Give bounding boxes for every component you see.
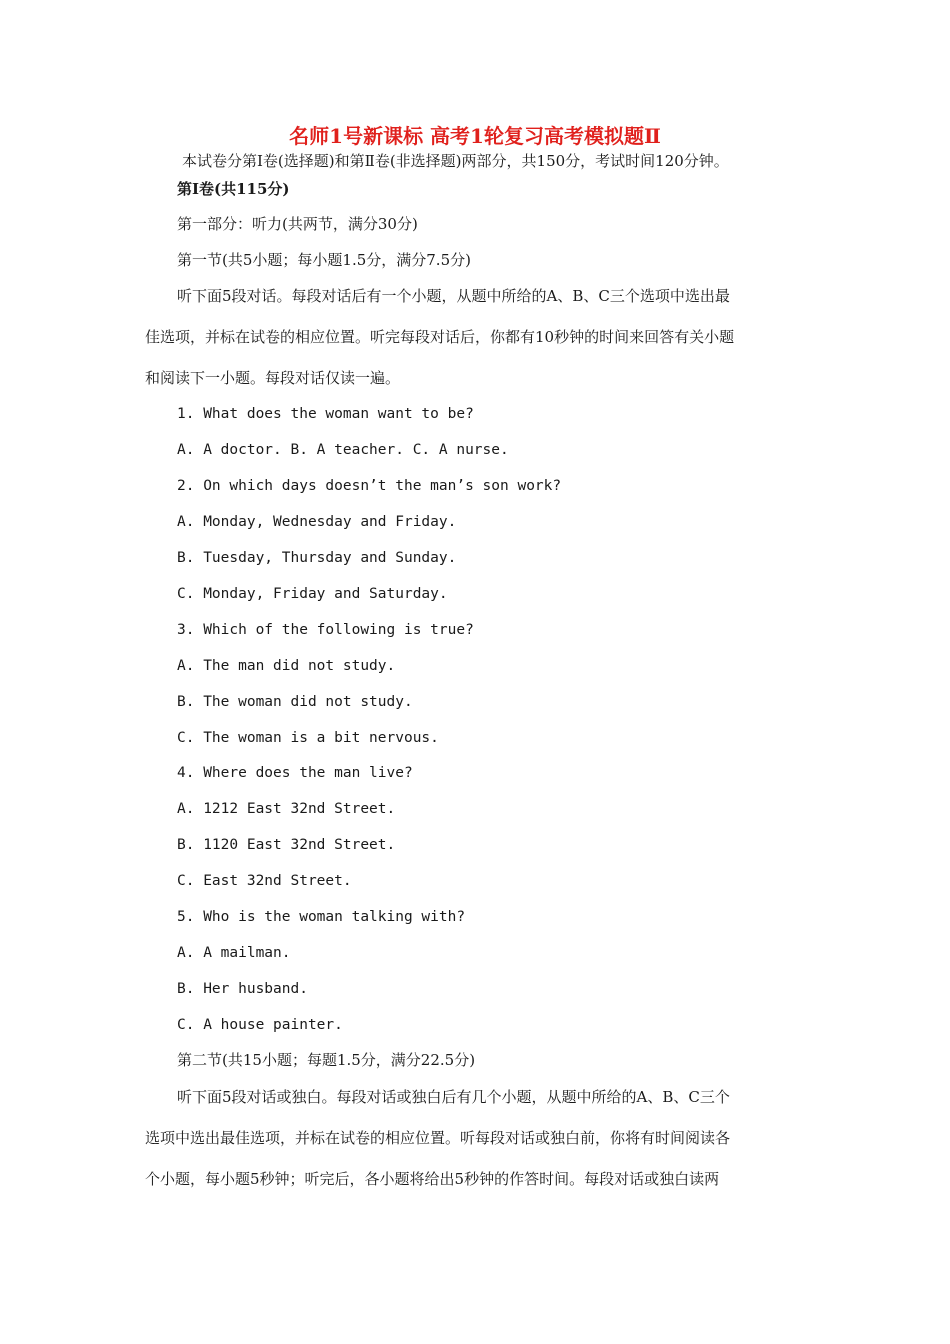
question-stem: 5. Who is the woman talking with? — [177, 909, 466, 925]
question-option: B. 1120 East 32nd Street. — [177, 837, 396, 853]
question-option: B. Tuesday, Thursday and Sunday. — [177, 550, 457, 566]
question-option: A. A mailman. — [177, 945, 291, 961]
section1-instruction-line: 佳选项，并标在试卷的相应位置。听完每段对话后，你都有10秒钟的时间来回答有关小题 — [145, 328, 735, 346]
question-option: B. Her husband. — [177, 981, 308, 997]
exam-intro: 本试卷分第Ⅰ卷(选择题)和第Ⅱ卷(非选择题)两部分，共150分，考试时间120分钟。 — [182, 152, 729, 170]
question-option: C. Monday, Friday and Saturday. — [177, 586, 448, 602]
question-option: C. East 32nd Street. — [177, 873, 352, 889]
section1-instruction-line: 和阅读下一小题。每段对话仅读一遍。 — [145, 369, 401, 387]
section1-heading: 第一节(共5小题；每小题1.5分，满分7.5分) — [177, 251, 471, 269]
section2-instruction-line: 选项中选出最佳选项，并标在试卷的相应位置。听每段对话或独白前，你将有时间阅读各 — [145, 1129, 731, 1147]
document-title: 名师1号新课标 高考1轮复习高考模拟题Ⅱ — [289, 124, 661, 148]
section1-instruction-line: 听下面5段对话。每段对话后有一个小题，从题中所给的A、B、C三个选项中选出最 — [177, 287, 730, 305]
question-option: C. A house painter. — [177, 1017, 343, 1033]
question-stem: 4. Where does the man live? — [177, 765, 413, 781]
question-option: A. Monday, Wednesday and Friday. — [177, 514, 457, 530]
section2-instruction-line: 听下面5段对话或独白。每段对话或独白后有几个小题，从题中所给的A、B、C三个 — [177, 1088, 730, 1106]
volume1-heading: 第Ⅰ卷(共115分) — [177, 180, 290, 198]
question-stem: 1. What does the woman want to be? — [177, 406, 474, 422]
part1-heading: 第一部分：听力(共两节，满分30分) — [177, 215, 418, 233]
question-option: C. The woman is a bit nervous. — [177, 730, 439, 746]
question-option: B. The woman did not study. — [177, 694, 413, 710]
question-option: A. 1212 East 32nd Street. — [177, 801, 396, 817]
question-option: A. The man did not study. — [177, 658, 396, 674]
question-options: A. A doctor. B. A teacher. C. A nurse. — [177, 442, 509, 458]
question-stem: 2. On which days doesn’t the man’s son work? — [177, 478, 562, 494]
section2-heading: 第二节(共15小题；每题1.5分，满分22.5分) — [177, 1051, 476, 1069]
question-stem: 3. Which of the following is true? — [177, 622, 474, 638]
section2-instruction-line: 个小题，每小题5秒钟；听完后，各小题将给出5秒钟的作答时间。每段对话或独白读两 — [145, 1170, 720, 1188]
